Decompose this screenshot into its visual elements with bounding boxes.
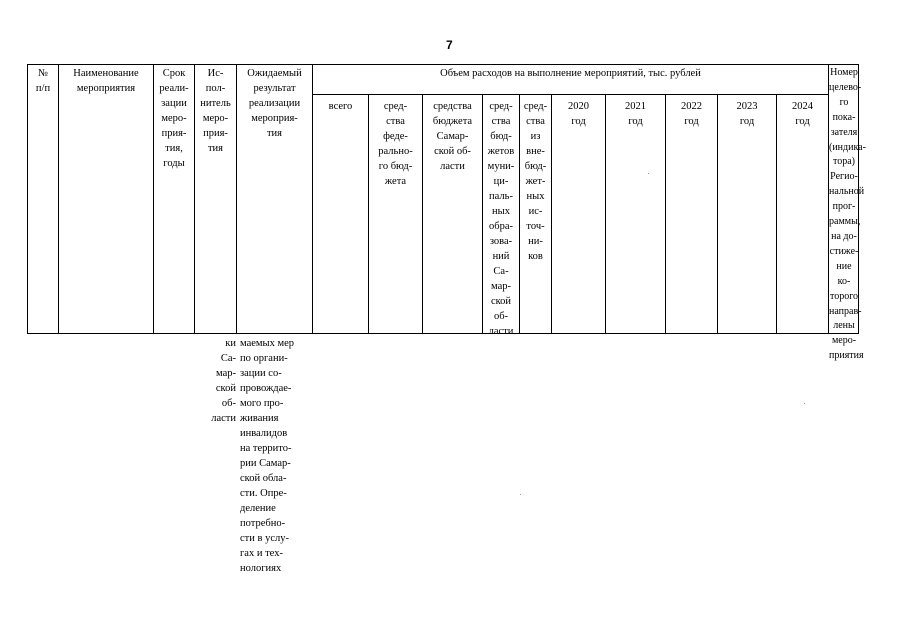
header-regional-budget: средства бюджета Самар- ской об- ласти bbox=[432, 101, 473, 172]
header-municipal-budget: сред- ства бюд- жетов муни- ци- паль- ных обра- зова- ний Са- мар- ской об- ласти bbox=[487, 101, 515, 337]
header-year-2021: 2021 год bbox=[625, 101, 646, 127]
header-term: Срок реали- зации меро- прия- тия, годы bbox=[159, 68, 189, 169]
header-federal-budget: сред- ства феде- рально- го бюд- жета bbox=[378, 101, 413, 187]
header-year-2023: 2023 год bbox=[736, 101, 758, 127]
header-total: всего bbox=[328, 101, 353, 112]
page-number: 7 bbox=[446, 38, 453, 52]
expenses-header-divider bbox=[312, 94, 829, 95]
table-bottom-border bbox=[27, 333, 858, 334]
header-indicator-number: Номер целево- го пока- зателя (индика- тора) Регио- нальной прог- раммы, на до- стиже- ние ко- торого направ- лены меро- приятия bbox=[829, 67, 866, 362]
col-border bbox=[27, 64, 28, 334]
scan-speck bbox=[520, 494, 521, 495]
header-expenses: Объем расходов на выполнение мероприятий, тыс. рублей bbox=[440, 68, 701, 79]
scan-speck bbox=[648, 173, 649, 174]
header-year-2024: 2024 год bbox=[792, 101, 813, 127]
header-number: № п/п bbox=[35, 68, 51, 94]
col-border bbox=[58, 64, 59, 334]
table-top-border bbox=[27, 64, 858, 65]
expected-result-continuation: маемых мер по органи- зации со- провождае- мого про- живания инвалидов на террито- рии Самар- ской обла- сти. Опре- деление потребно- сти в услу- гах и тех- нологиях bbox=[240, 338, 295, 574]
header-year-2020: 2020 год bbox=[568, 101, 589, 127]
scan-speck bbox=[804, 403, 805, 404]
header-expected-result: Ожидаемый результат реализации мероприя- тия bbox=[247, 68, 302, 139]
header-executor: Ис- пол- нитель меро- прия- тия bbox=[200, 68, 231, 154]
executor-continuation: ки Са- мар- ской об- ласти bbox=[211, 338, 236, 424]
header-measure-name: Наименование мероприятия bbox=[73, 68, 139, 94]
header-year-2022: 2022 год bbox=[681, 101, 702, 127]
header-extrabudgetary: сред- ства из вне- бюд- жет- ных ис- точ- ни- ков bbox=[523, 101, 548, 262]
